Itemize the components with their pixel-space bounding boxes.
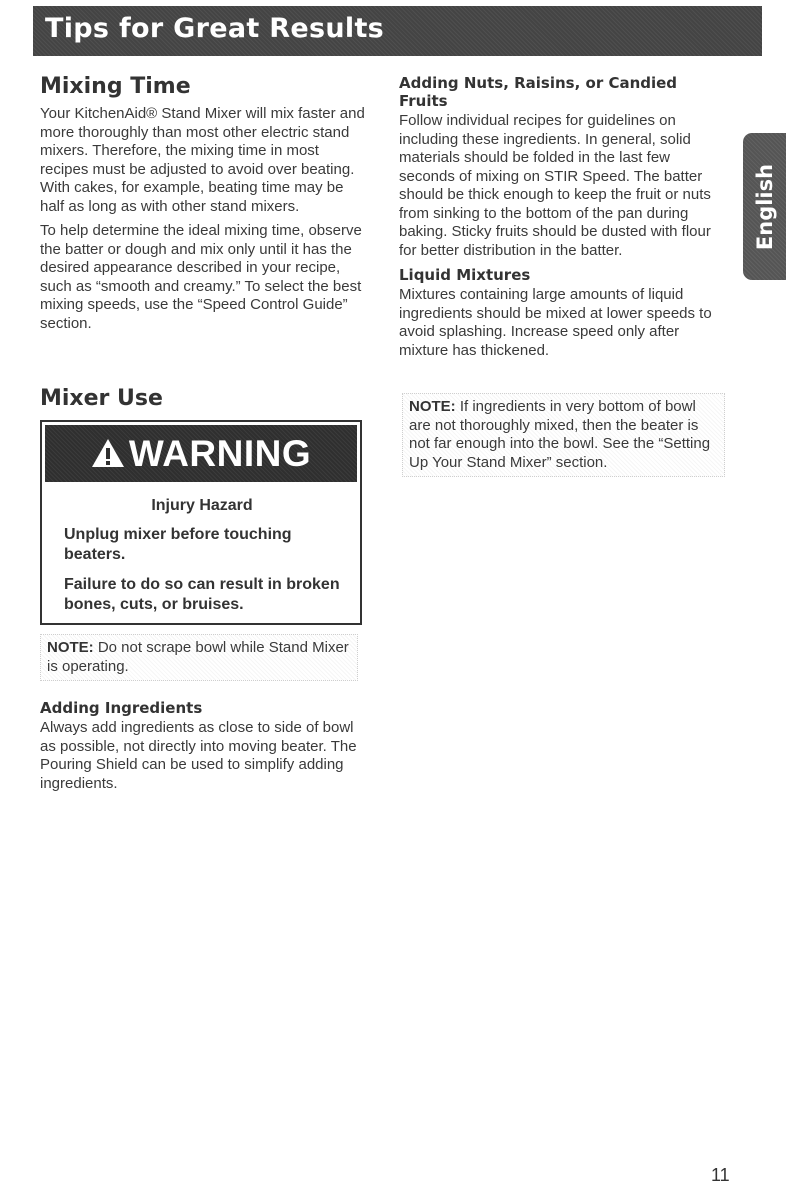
liquid-heading: Liquid Mixtures [399, 266, 531, 284]
warning-box [40, 420, 362, 625]
note-label: NOTE: [47, 639, 94, 656]
mixer-use-section [40, 386, 365, 417]
mixing-time-para-2: To help determine the ideal mixing time, observe the batter or dough and mix only until it has the desired appearance described in your recipe, such as “smooth and creamy.” To select the best mixing speeds, use the “Speed Control Guide” section. [40, 222, 362, 332]
note-text: Do not scrape bowl while Stand Mixer is operating. [47, 639, 349, 675]
warning-line-2: Failure to do so can result in broken bones, cuts, or bruises. [64, 576, 340, 613]
mixing-time-para-1: Your KitchenAid® Stand Mixer will mix faster and more thoroughly than most other electric stand mixers. Therefore, the mixing time in most recipes must be adjusted to avoid over beating. With cakes, for example, beating time may be half as long as with other stand mixers. [40, 105, 365, 215]
adding-ingredients-heading: Adding Ingredients [40, 699, 203, 717]
note-text: If ingredients in very bottom of bowl are not thoroughly mixed, then the beater is not far enough into the bowl. See the “Setting Up Your Stand Mixer” section. [409, 398, 711, 471]
page-title: Tips for Great Results [45, 13, 385, 44]
mixing-time-section [40, 74, 365, 339]
page-number: 11 [711, 1165, 730, 1185]
mixer-use-title: Mixer Use [40, 386, 163, 411]
adding-ingredients-section [40, 699, 365, 799]
liquid-text: Mixtures containing large amounts of liquid ingredients should be mixed at lower speeds to avoid splashing. Increase speed only after mixture has thickened. [399, 286, 712, 359]
language-tab-label: English [752, 163, 777, 250]
warning-triangle-icon [91, 438, 125, 468]
warning-line-1: Unplug mixer before touching beaters. [64, 526, 292, 563]
mixing-time-title: Mixing Time [40, 74, 191, 99]
note-label: NOTE: [409, 398, 456, 415]
note-box-bottom-mixing [402, 393, 725, 477]
warning-hazard: Injury Hazard [151, 497, 253, 514]
header-bar [33, 6, 762, 56]
warning-header [45, 425, 357, 482]
right-column [399, 74, 729, 366]
adding-ingredients-text: Always add ingredients as close to side of bowl as possible, not directly into moving beater. The Pouring Shield can be used to simplify adding ingredients. [40, 719, 357, 792]
language-tab [743, 133, 786, 280]
nuts-heading: Adding Nuts, Raisins, or Candied Fruits [399, 74, 678, 110]
warning-signal-word: WARNING [128, 433, 312, 474]
note-box-scrape [40, 634, 358, 681]
nuts-text: Follow individual recipes for guidelines on including these ingredients. In general, solid materials should be folded in the last few seconds of mixing on STIR Speed. The batter should be thick enough to keep the fruit or nuts from sinking to the bottom of the pan during baking. Sticky fruits should be dusted with flour for better distribution in the batter. [399, 112, 711, 259]
